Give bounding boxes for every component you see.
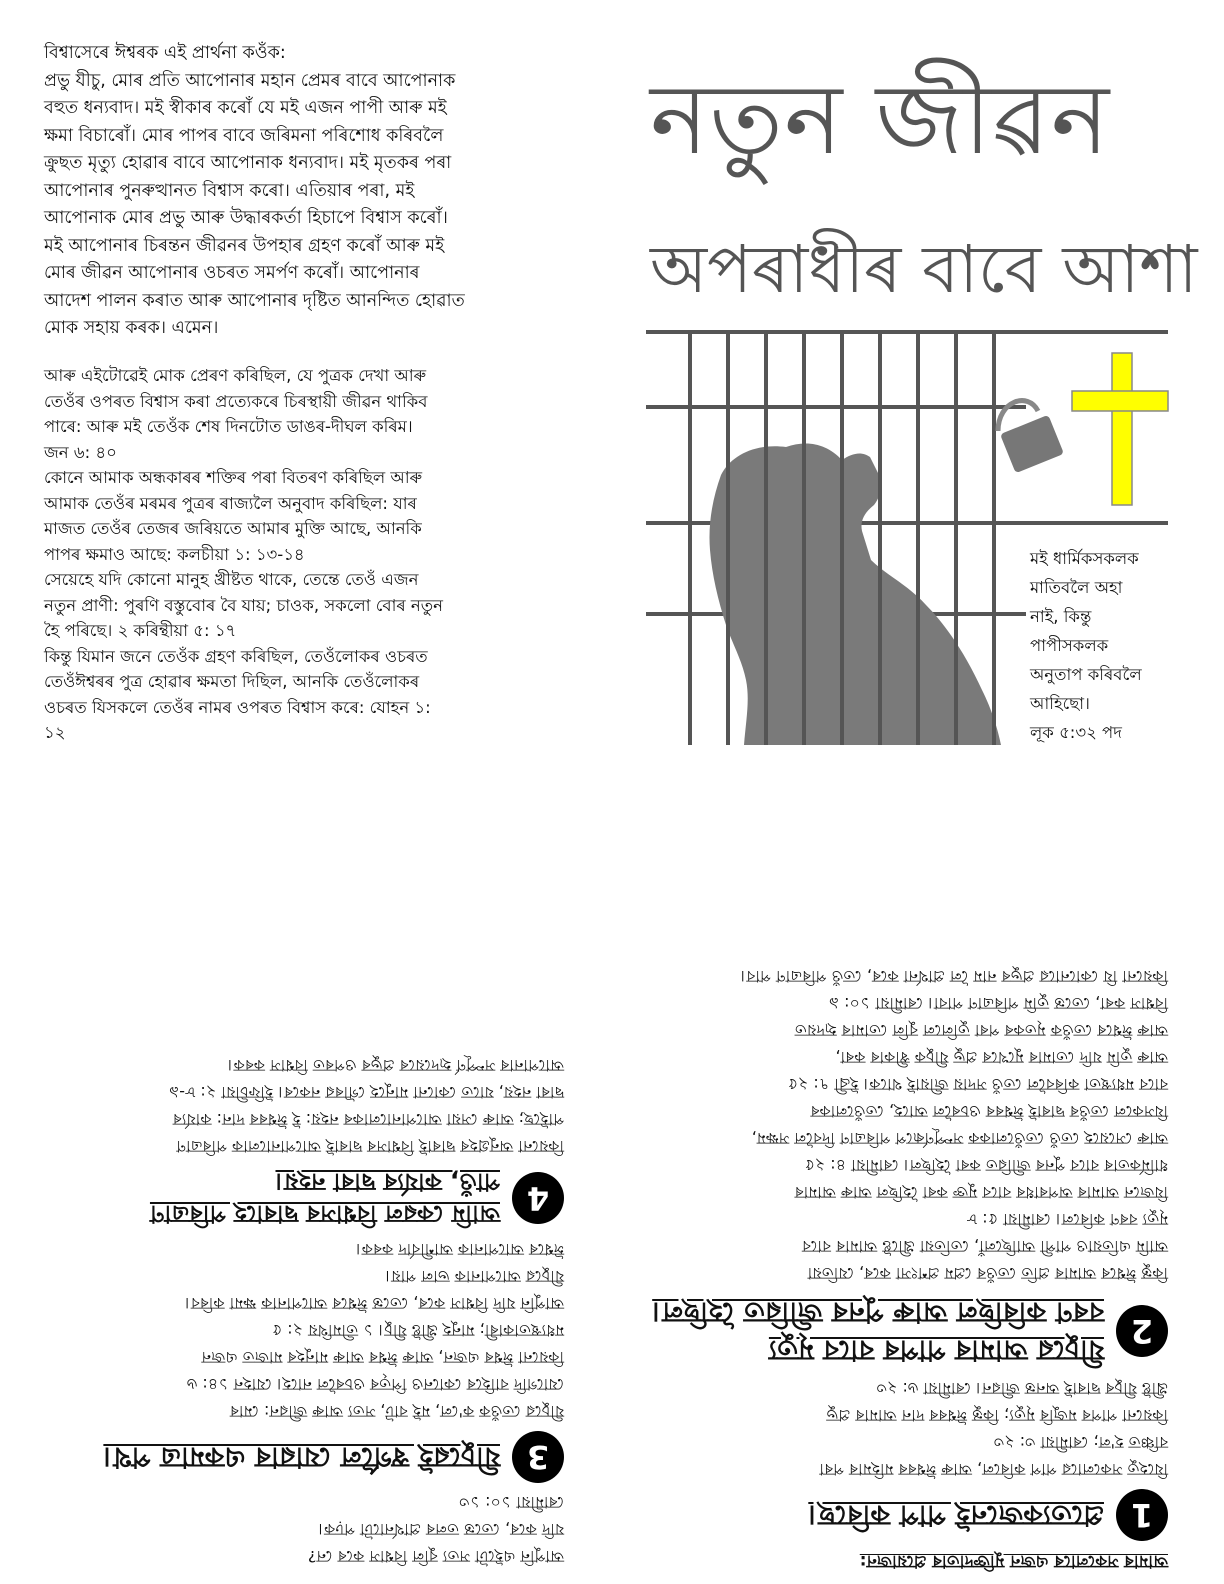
section-heading: পাওঁ, কাৰ্য্যৰ দ্বাৰা নহয়। bbox=[275, 1168, 500, 1196]
scripture-line: নতুন প্ৰাণী: পুৰণি বস্তুবোৰ বৈ যায়; চাওক, সকলো বোৰ নতুন bbox=[44, 595, 443, 615]
verse-line: পাপীসকলক bbox=[1030, 636, 1109, 655]
column-sections-1-2 bbox=[608, 963, 1168, 1574]
scripture-line: কিন্তু যিমান জনে তেওঁক গ্ৰহণ কৰিছিল, তেওঁলোকৰ ওচৰত bbox=[44, 646, 428, 666]
closing-line: আপুনি এইটো সত্য বুলি বিশ্বাস কৰে নে? bbox=[307, 1547, 564, 1566]
section-number: 2 bbox=[1116, 1305, 1168, 1357]
verse-line: নাই, কিন্তু bbox=[1030, 607, 1092, 626]
section-number: 4 bbox=[512, 1172, 564, 1224]
section-1-header bbox=[608, 1489, 1168, 1541]
extra-line: আৰু ঈশ্বৰে তেওঁক মৃতকৰ পৰা তুলিলে বুলি তোমাৰ হৃদয়ত bbox=[794, 1021, 1168, 1040]
section-line: যিহেতু সকলোৱে পাপ কৰিলে, আৰু ঈশ্বৰৰ মহিমাৰ পৰা bbox=[819, 1460, 1168, 1479]
scripture-line: আৰু এইটোৱেই মোক প্ৰেৰণ কৰিছিল, যে পুত্ৰক দেখা আৰু bbox=[44, 366, 427, 385]
section-2-header bbox=[608, 1293, 1168, 1369]
section-number: 3 bbox=[512, 1431, 564, 1483]
prayer-line: আপোনাক মোৰ প্ৰভু আৰু উদ্ধাৰকৰ্তা হিচাপে বিশ্বাস কৰোঁ। bbox=[44, 208, 448, 228]
verse-line: লূক ৫:৩২ পদ bbox=[1030, 723, 1122, 742]
section-heading: প্ৰত্যেকজনেই পাপ কৰিছে। bbox=[808, 1499, 1104, 1532]
scripture-line: পাপৰ ক্ষমাও আছে: কলচীয়া ১: ১৩-১৪ bbox=[44, 544, 305, 564]
prayer-line: আদেশ পালন কৰাত আৰু আপোনাৰ দৃষ্টিত আনন্দিত হোৱাত bbox=[44, 290, 465, 311]
section-line: যোগেদি বাহিৰে কোনেও পিতৃৰ ওচৰলৈ নাহে। যোহন ১৪: ৬ bbox=[186, 1375, 564, 1394]
section-line: পাইছে; আৰু সেয়া আপোনালোকৰ নহয়: ই ঈশ্বৰৰ দান: কাৰ্য্যৰ bbox=[172, 1110, 564, 1129]
column-sections-3-4 bbox=[4, 1052, 564, 1570]
cover-verse bbox=[1030, 544, 1200, 747]
scripture-line: আমাক তেওঁৰ মৰমৰ পুত্ৰৰ ৰাজ্যলৈ অনুবাদ কৰিছিল: যাৰ bbox=[44, 493, 417, 513]
padlock-icon bbox=[998, 401, 1064, 474]
scripture-block bbox=[44, 363, 584, 746]
prayer-block bbox=[44, 40, 584, 343]
section-heading: যীচুৱেই স্বৰ্গলৈ যোৱাৰ একমাত্ৰ পথ। bbox=[103, 1441, 500, 1474]
section-line: কিয়নো ঈশ্বৰ এজন, আৰু ঈশ্বৰ আৰু মানুহৰ মাজত এজন bbox=[201, 1348, 564, 1367]
closing-line: আপোনাৰ সম্পূৰ্ণ হৃদয়েৰে প্ৰভুৰ ওপৰত বিশ্বাস কৰক। bbox=[227, 1056, 564, 1075]
bar-top bbox=[646, 330, 1168, 334]
section-line: কিয়নো অনুগ্ৰহৰ দ্বাৰাই বিশ্বাসৰ দ্বাৰাই আপোনালোক পৰিত্ৰাণ bbox=[176, 1137, 564, 1156]
bar-upper bbox=[646, 405, 1026, 409]
cover-subtitle: অপৰাধীৰ বাবে আশা bbox=[650, 231, 1198, 308]
scripture-line: তেওঁঈশ্বৰৰ পুত্ৰ হোৱাৰ ক্ষমতা দিছিল, আনকি তেওঁলোকৰ bbox=[44, 672, 420, 691]
extra-line: যিসকলে তেওঁৰ দ্বাৰাই ঈশ্বৰৰ ওচৰলৈ আহে, তেওঁলোকৰ bbox=[810, 1102, 1168, 1121]
prayer-line: বহুত ধন্যবাদ। মই স্বীকাৰ কৰোঁ যে মই এজন পাপী আৰু মই bbox=[44, 98, 447, 118]
section-line: যিজনে আমাৰ অপৰাধৰ বাবে মুক্ত কৰা হৈছিল আৰু আমাৰ bbox=[794, 1183, 1168, 1202]
scripture-line: তেওঁৰ ওপৰত বিশ্বাস কৰা প্ৰত্যেকৰে চিৰস্থায়ী জীৱন থাকিব bbox=[44, 391, 428, 411]
prayer-line: মোক সহায় কৰক। এমেন। bbox=[44, 318, 219, 338]
extra-line: আৰু তুমি যদি তোমাৰ মুখেৰে প্ৰভু যীচুক স্বীকাৰ কৰা, bbox=[835, 1048, 1168, 1067]
extra-line: কিয়নো যি কোনোৱে প্ৰভুৰ নাম লৈ প্ৰাৰ্থনা কৰে, তেওঁ পৰিত্ৰাণ পাব। bbox=[740, 967, 1168, 986]
cross-icon bbox=[1072, 353, 1168, 505]
bottom-half-inverted bbox=[0, 792, 1224, 1584]
closing-line: আপুনি যদি বিশ্বাস কৰে, তেন্তে ঈশ্বৰে আপোনাক ক্ষমা কৰিব। bbox=[185, 1294, 564, 1313]
prayer-line: প্ৰভু যীচু, মোৰ প্ৰতি আপোনাৰ মহান প্ৰেমৰ বাবে আপোনাক bbox=[44, 70, 456, 91]
scripture-line: ওচৰত যিসকলে তেওঁৰ নামৰ ওপৰত বিশ্বাস কৰে: যোহন ১: bbox=[44, 697, 431, 717]
section-line: ধাৰ্মিকতাৰ বাবে পুনৰ জীৱিত কৰা হৈছিল। ৰোমীয়া ৪: ২৫ bbox=[804, 1156, 1168, 1175]
closing-line: ৰোমীয়া ১০: ১৩ bbox=[459, 1493, 564, 1512]
section-line: কিয়নো পাপৰ মজুৰি মৃত্যু; কিন্তু ঈশ্বৰৰ দান আমাৰ প্ৰভু bbox=[826, 1406, 1168, 1425]
extra-line: বিশ্বাস কৰা, তেন্তে তুমি পৰিত্ৰাণ পাবা। ৰোমীয়া ১০: ৯ bbox=[828, 994, 1168, 1013]
scripture-line: হৈ পৰিছে। ২ কৰিন্থীয়া ৫: ১৭ bbox=[44, 621, 237, 640]
extra-line: আৰু সেয়েহে তেওঁ তেওঁলোকক সম্পূৰ্ণৰূপে পৰিত্ৰাণ দিবলৈ সক্ষম, bbox=[751, 1129, 1168, 1148]
scripture-line: কোনে আমাক অন্ধকাৰৰ শক্তিৰ পৰা বিতৰণ কৰিছিল আৰু bbox=[44, 468, 423, 487]
section-line: দ্বাৰা নহয়, যাতে কোনো মানুহে গৌৰৱ নকৰে। ইফিচীয়া ২: ৮-৯ bbox=[168, 1083, 564, 1102]
section-line: যীচুৱে তেওঁক ক'লে, মই বাট, সত্য আৰু জীৱন: মোৰ bbox=[229, 1402, 564, 1421]
section-3-header bbox=[4, 1431, 564, 1483]
prayer-line: ক্ৰুছত মৃত্যু হোৱাৰ বাবে আপোনাক ধন্যবাদ। মই মৃতকৰ পৰা bbox=[44, 153, 452, 173]
prayer-line: আপোনাৰ পুনৰুত্থানত বিশ্বাস কৰো। এতিয়াৰ পৰা, মই bbox=[44, 180, 415, 201]
scripture-line: জন ৬: ৪০ bbox=[44, 442, 117, 462]
closing-line: ঈশ্বৰে আপোনাক আশীৰ্বাদ কৰক। bbox=[355, 1240, 564, 1259]
scripture-line: পাৰে: আৰু মই তেওঁক শেষ দিনটোত ডাঙৰ-দীঘল কৰিম। bbox=[44, 417, 413, 436]
verse-line: অনুতাপ কৰিবলৈ bbox=[1030, 665, 1142, 684]
section-heading: আমি কেৱল বিশ্বাসৰ দ্বাৰাহে পৰিত্ৰাণ bbox=[149, 1200, 500, 1228]
section-line: মধ্যস্থতাকাৰী; মানুহ খ্ৰীষ্ট যীচু। ১ তীমথিয় ২: ৫ bbox=[271, 1321, 564, 1340]
section-heading: বৰণ কৰিছিল আৰু পুনৰ জীৱিত হৈছিল। bbox=[652, 1296, 1104, 1329]
scripture-line: ১২ bbox=[44, 723, 66, 742]
prayer-line: ক্ষমা বিচাৰোঁ। মোৰ পাপৰ বাবে জৰিমনা পৰিশোধ কৰিবলৈ bbox=[44, 125, 444, 146]
prayer-line: মোৰ জীৱন আপোনাৰ ওচৰত সমৰ্পণ কৰোঁ। আপোনাৰ bbox=[44, 263, 420, 283]
section-number: 1 bbox=[1116, 1489, 1168, 1541]
section-line: আমি এতিয়াও পাপী আছিলোঁ, তেতিয়া খ্ৰীষ্টে আমাৰ বাবে bbox=[802, 1237, 1168, 1256]
scripture-line: মাজত তেওঁৰ তেজৰ জৰিয়তে আমাৰ মুক্তি আছে, আনকি bbox=[44, 519, 422, 538]
section-line: বঞ্চিত হ'ল; ৰোমীয়া ৩: ২৩ bbox=[993, 1433, 1168, 1452]
extra-line: বাবে মধ্যস্থতা কৰিবলৈ তেওঁ সদায় জীয়াই থাকে। ইব্ৰী ৭: ২৫ bbox=[787, 1075, 1168, 1094]
verse-line: মাতিবলৈ অহা bbox=[1030, 578, 1123, 597]
section-4-header bbox=[4, 1166, 564, 1230]
section-heading: যীচুৱে আমাৰ পাপৰ বাবে মৃত্যু bbox=[768, 1334, 1104, 1367]
closing-line: যীচুৱে আপোনাক ভাল পায়। bbox=[385, 1267, 564, 1286]
cover-title: নতুন জীৱন bbox=[650, 63, 1111, 177]
closing-line: যদি কৰে, তেন্তে তলৰ প্ৰাৰ্থনাটো পঢ়ক। bbox=[318, 1520, 564, 1539]
intro-text: আমাৰ সকলোৰে এজন মুক্তিদাতাৰ প্ৰয়োজন: bbox=[859, 1551, 1168, 1571]
section-line: খ্ৰীষ্ট যীচুৰ দ্বাৰাই অনন্ত জীৱন। ৰোমীয়া ৬: ২৩ bbox=[876, 1379, 1168, 1398]
verse-line: আহিছো। bbox=[1030, 694, 1090, 713]
prayer-line: মই আপোনাৰ চিৰন্তন জীৱনৰ উপহাৰ গ্ৰহণ কৰোঁ আৰু মই bbox=[44, 235, 445, 256]
scripture-line: সেয়েহে যদি কোনো মানুহ খ্ৰীষ্টত থাকে, তেন্তে তেওঁ এজন bbox=[44, 570, 419, 589]
section-line: মৃত্যু বৰণ কৰিলে। ৰোমীয়া ৫: ৮ bbox=[966, 1210, 1168, 1229]
prayer-line: বিশ্বাসেৰে ঈশ্বৰক এই প্ৰাৰ্থনা কওঁক: bbox=[44, 43, 286, 63]
verse-line: মই ধাৰ্মিকসকলক bbox=[1030, 549, 1139, 568]
section-line: কিন্তু ঈশ্বৰে আমাৰ প্ৰতি তেওঁৰ প্ৰেম প্ৰশংসা কৰে, যেতিয়া bbox=[807, 1264, 1168, 1283]
